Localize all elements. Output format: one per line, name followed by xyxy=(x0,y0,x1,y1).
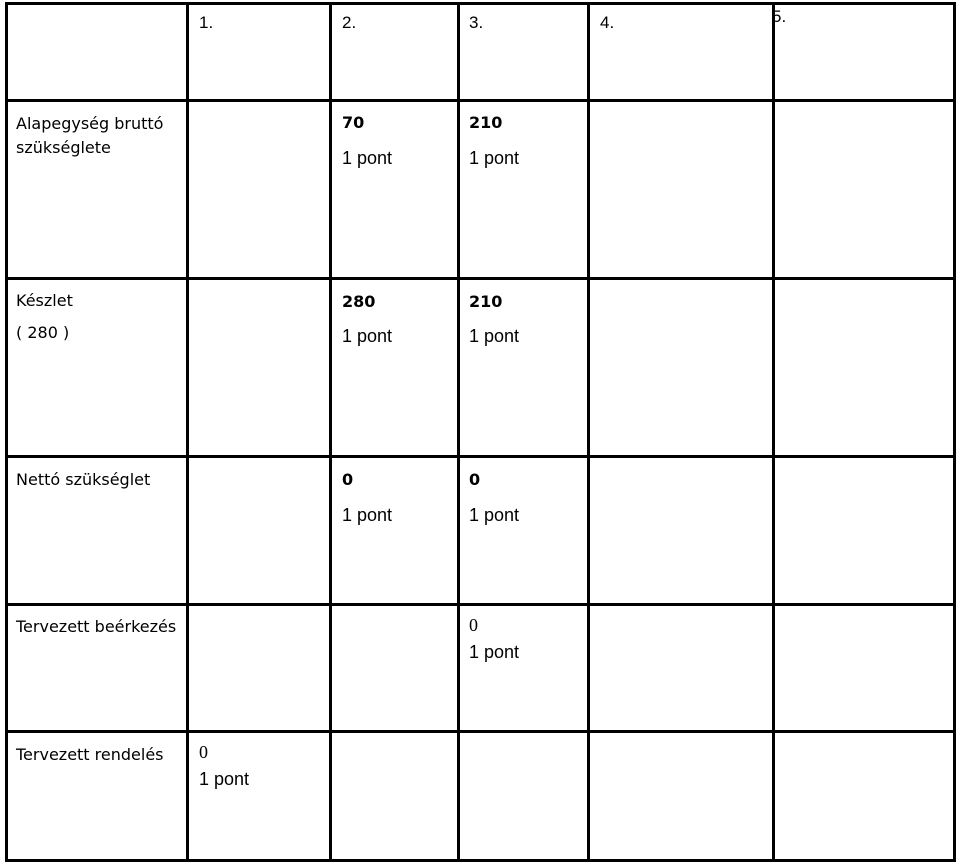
period-1-header: 1. xyxy=(199,13,214,32)
grid-line xyxy=(329,4,332,862)
beerkezes-p3-value: 0 xyxy=(469,615,478,635)
grid-line xyxy=(5,730,956,733)
rendeles-p1-value: 0 xyxy=(199,742,208,762)
grid-line xyxy=(5,859,956,862)
brutto-p2-value: 70 xyxy=(342,113,365,132)
rendeles-p1-points: 1 pont xyxy=(199,769,250,789)
row-label-keszlet: Készlet xyxy=(16,291,73,310)
period-4-header: 4. xyxy=(600,13,615,32)
brutto-p3-points: 1 pont xyxy=(469,148,520,168)
netto-p3-points: 1 pont xyxy=(469,505,520,525)
period-2-header: 2. xyxy=(342,13,357,32)
keszlet-p2-points: 1 pont xyxy=(342,326,393,346)
netto-p3-value: 0 xyxy=(469,470,481,489)
period-3-header: 3. xyxy=(469,13,484,32)
grid-line xyxy=(953,4,956,862)
brutto-p2-points: 1 pont xyxy=(342,148,393,168)
grid-line xyxy=(186,4,189,862)
grid-line xyxy=(5,99,956,102)
beerkezes-p3-points: 1 pont xyxy=(469,642,520,662)
netto-p2-value: 0 xyxy=(342,470,354,489)
grid-line xyxy=(587,4,590,862)
grid-line xyxy=(5,2,956,5)
grid-line xyxy=(772,4,775,862)
row-label-brutto: Alapegység bruttó xyxy=(16,114,164,133)
period-5-header: 5. xyxy=(772,7,787,26)
row-label-netto: Nettó szükséglet xyxy=(16,470,151,489)
row-label-keszlet-initial: ( 280 ) xyxy=(16,323,70,342)
keszlet-p3-value: 210 xyxy=(469,292,503,311)
grid-line xyxy=(457,4,460,862)
brutto-p3-value: 210 xyxy=(469,113,503,132)
keszlet-p3-points: 1 pont xyxy=(469,326,520,346)
row-label-beerkezes: Tervezett beérkezés xyxy=(16,617,177,636)
grid-line xyxy=(5,603,956,606)
row-label-rendeles: Tervezett rendelés xyxy=(16,745,164,764)
grid-line xyxy=(5,277,956,280)
netto-p2-points: 1 pont xyxy=(342,505,393,525)
grid-line xyxy=(5,4,8,862)
grid-line xyxy=(5,455,956,458)
row-label-brutto-2: szükséglete xyxy=(16,138,111,157)
keszlet-p2-value: 280 xyxy=(342,292,376,311)
